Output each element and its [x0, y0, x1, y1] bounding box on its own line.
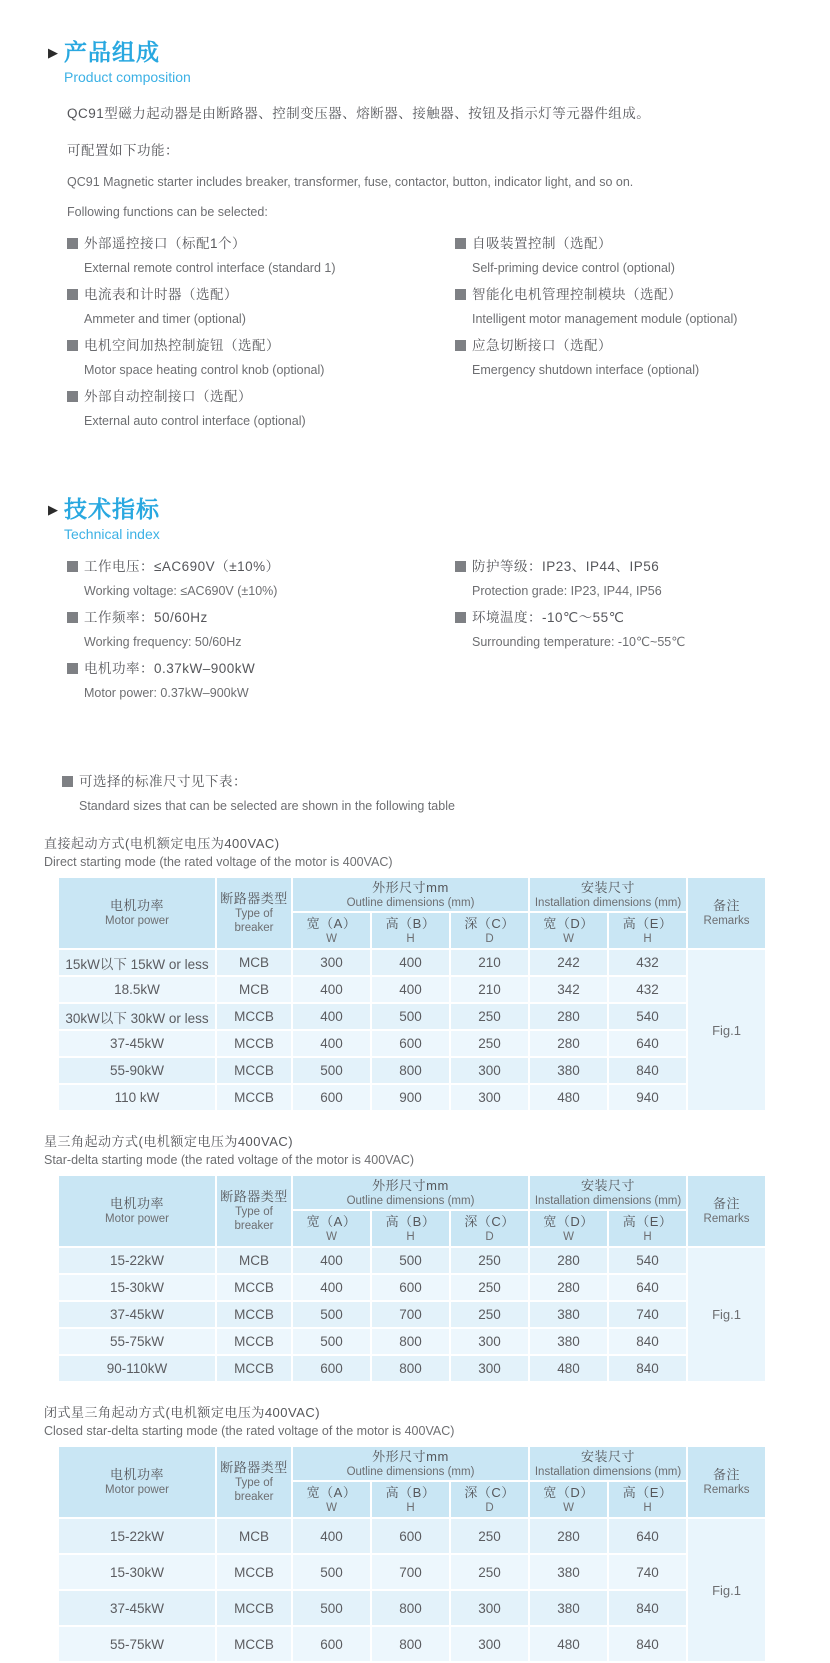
feature-item: [67, 235, 455, 276]
breaker-type-cell: MCB: [216, 976, 292, 1003]
header-outline-dimensions-en: Outline dimensions (mm): [346, 1465, 475, 1478]
header-breaker-type: [216, 1446, 292, 1518]
spec-label-cn: 防护等级：IP23、IP44、IP56: [472, 559, 660, 574]
section-title-en: Product composition: [64, 69, 191, 85]
width-a-cell: 600: [292, 1084, 371, 1111]
depth-c-cell: 300: [450, 1084, 529, 1111]
table-caption-cn: 星三角起动方式(电机额定电压为400VAC): [44, 1134, 294, 1149]
feature-item: [67, 388, 455, 429]
height-e-cell: 840: [608, 1355, 687, 1382]
square-bullet-icon: [455, 289, 466, 300]
height-e-cell: 540: [608, 1003, 687, 1030]
spec-item: [67, 558, 455, 599]
tables-area: [44, 835, 790, 1663]
breaker-type-cell: MCCB: [216, 1590, 292, 1626]
width-d-cell: 280: [529, 1003, 608, 1030]
header-dim-2-cn: 深（C）: [464, 1484, 515, 1500]
header-dim-4-cn: 高（E）: [622, 915, 673, 931]
depth-c-cell: 300: [450, 1355, 529, 1382]
feature-item: [455, 337, 785, 378]
header-motor-power-cn: 电机功率: [109, 898, 164, 913]
motor-power-cell: 15kW以下 15kW or less: [58, 949, 216, 976]
feature-list: [67, 235, 790, 439]
square-bullet-icon: [67, 289, 78, 300]
height-b-cell: 700: [371, 1554, 450, 1590]
composition-paragraph-cn2: 可配置如下功能：: [67, 143, 179, 158]
section-technical-index: [48, 495, 790, 711]
spec-label-cn: 电机功率：0.37kW–900kW: [84, 661, 256, 676]
depth-c-cell: 300: [450, 1328, 529, 1355]
header-breaker-type-cn: 断路器类型: [220, 891, 288, 906]
height-e-cell: 740: [608, 1554, 687, 1590]
square-bullet-icon: [455, 612, 466, 623]
header-motor-power-en: Motor power: [105, 915, 169, 927]
height-e-cell: 432: [608, 949, 687, 976]
table-row: [58, 1328, 766, 1355]
header-remarks-en: Remarks: [703, 915, 750, 927]
breaker-type-cell: MCCB: [216, 1626, 292, 1662]
header-installation-dimensions-cn: 安装尺寸: [581, 1177, 636, 1193]
height-e-cell: 840: [608, 1328, 687, 1355]
header-dim-2: [450, 1210, 529, 1247]
header-motor-power-en: Motor power: [105, 1213, 169, 1225]
motor-power-cell: 55-75kW: [58, 1328, 216, 1355]
header-dim-1-en: H: [406, 1501, 415, 1514]
height-b-cell: 800: [371, 1590, 450, 1626]
feature-label-en: Motor space heating control knob (optional): [84, 363, 325, 377]
width-d-cell: 380: [529, 1554, 608, 1590]
motor-power-cell: 37-45kW: [58, 1301, 216, 1328]
header-dim-1-en: H: [406, 1230, 415, 1243]
header-breaker-type-en: Type of breaker: [234, 1477, 274, 1503]
motor-power-cell: 37-45kW: [58, 1590, 216, 1626]
header-outline-dimensions-cn: 外形尺寸mm: [372, 1448, 449, 1464]
width-a-cell: 600: [292, 1626, 371, 1662]
motor-power-cell: 37-45kW: [58, 1030, 216, 1057]
header-outline-dimensions-en: Outline dimensions (mm): [346, 896, 475, 909]
table-caption-en: Closed star-delta starting mode (the rated voltage of the motor is 400VAC): [44, 1424, 455, 1438]
header-dim-2-cn: 深（C）: [464, 1213, 515, 1229]
breaker-type-cell: MCCB: [216, 1301, 292, 1328]
header-dim-3: [529, 912, 608, 949]
feature-item: [67, 286, 455, 327]
header-outline-dimensions: [292, 1175, 529, 1210]
spec-label-cn: 工作频率：50/60Hz: [84, 610, 208, 625]
header-breaker-type: [216, 1175, 292, 1247]
height-b-cell: 600: [371, 1274, 450, 1301]
header-outline-dimensions-cn: 外形尺寸mm: [372, 879, 449, 895]
composition-paragraph-en2: Following functions can be selected:: [67, 205, 268, 219]
depth-c-cell: 250: [450, 1247, 529, 1274]
height-b-cell: 500: [371, 1003, 450, 1030]
header-remarks: [687, 877, 766, 949]
square-bullet-icon: [67, 391, 78, 402]
section-title-en: Technical index: [64, 526, 160, 542]
header-dim-3-cn: 宽（D）: [543, 1484, 594, 1500]
feature-label-cn: 外部自动控制接口（选配）: [84, 389, 252, 404]
width-d-cell: 380: [529, 1057, 608, 1084]
table-caption-en: Direct starting mode (the rated voltage of the motor is 400VAC): [44, 855, 393, 869]
header-motor-power-cn: 电机功率: [109, 1467, 164, 1482]
header-remarks-cn: 备注: [713, 898, 741, 913]
breaker-type-cell: MCCB: [216, 1355, 292, 1382]
square-bullet-icon: [67, 663, 78, 674]
note-label-cn: 可选择的标准尺寸见下表：: [79, 774, 247, 789]
section-product-composition: [48, 38, 790, 439]
header-dim-2-cn: 深（C）: [464, 915, 515, 931]
height-b-cell: 800: [371, 1626, 450, 1662]
header-dim-4: [608, 912, 687, 949]
feature-label-cn: 电机空间加热控制旋钮（选配）: [84, 338, 280, 353]
breaker-type-cell: MCB: [216, 949, 292, 976]
feature-label-en: External remote control interface (standard 1): [84, 261, 336, 275]
header-dim-1-cn: 高（B）: [385, 1484, 436, 1500]
header-motor-power: [58, 1446, 216, 1518]
size-table-section: [44, 1404, 790, 1663]
header-dim-2-en: D: [485, 1501, 494, 1514]
breaker-type-cell: MCCB: [216, 1003, 292, 1030]
table-row: [58, 1301, 766, 1328]
header-breaker-type: [216, 877, 292, 949]
header-dim-3: [529, 1210, 608, 1247]
depth-c-cell: 250: [450, 1003, 529, 1030]
section-heading: [48, 38, 790, 85]
header-dim-4-en: H: [643, 932, 652, 945]
note-label-en: Standard sizes that can be selected are shown in the following table: [79, 799, 455, 813]
depth-c-cell: 210: [450, 976, 529, 1003]
header-installation-dimensions-cn: 安装尺寸: [581, 1448, 636, 1464]
breaker-type-cell: MCCB: [216, 1274, 292, 1301]
spec-label-cn: 环境温度：-10℃～55℃: [472, 610, 625, 625]
table-caption-cn: 直接起动方式(电机额定电压为400VAC): [44, 836, 280, 851]
header-outline-dimensions-en: Outline dimensions (mm): [346, 1194, 475, 1207]
header-motor-power-en: Motor power: [105, 1484, 169, 1496]
spec-label-en: Motor power: 0.37kW–900kW: [84, 686, 249, 700]
section-arrow-icon: ▶: [48, 502, 58, 517]
header-dim-2: [450, 912, 529, 949]
header-dim-0-en: W: [326, 1501, 337, 1514]
width-a-cell: 500: [292, 1328, 371, 1355]
header-remarks: [687, 1446, 766, 1518]
height-b-cell: 500: [371, 1247, 450, 1274]
depth-c-cell: 250: [450, 1301, 529, 1328]
header-dim-1: [371, 1481, 450, 1518]
width-a-cell: 300: [292, 949, 371, 976]
header-installation-dimensions-cn: 安装尺寸: [581, 879, 636, 895]
breaker-type-cell: MCB: [216, 1247, 292, 1274]
height-e-cell: 640: [608, 1518, 687, 1554]
breaker-type-cell: MCCB: [216, 1057, 292, 1084]
size-table: [57, 1445, 767, 1663]
width-d-cell: 480: [529, 1084, 608, 1111]
remarks-cell: Fig.1: [687, 1518, 766, 1662]
header-dim-0-cn: 宽（A）: [306, 915, 357, 931]
width-d-cell: 280: [529, 1274, 608, 1301]
header-remarks: [687, 1175, 766, 1247]
spec-list: [67, 558, 790, 711]
width-d-cell: 342: [529, 976, 608, 1003]
breaker-type-cell: MCCB: [216, 1030, 292, 1057]
table-row: [58, 976, 766, 1003]
header-installation-dimensions: [529, 877, 687, 912]
depth-c-cell: 250: [450, 1518, 529, 1554]
feature-item: [455, 235, 785, 276]
header-dim-3-en: W: [563, 932, 574, 945]
table-row: [58, 1084, 766, 1111]
height-e-cell: 940: [608, 1084, 687, 1111]
table-row: [58, 1626, 766, 1662]
motor-power-cell: 18.5kW: [58, 976, 216, 1003]
width-d-cell: 480: [529, 1626, 608, 1662]
breaker-type-cell: MCCB: [216, 1554, 292, 1590]
width-a-cell: 400: [292, 1518, 371, 1554]
feature-item: [455, 286, 785, 327]
header-remarks-cn: 备注: [713, 1467, 741, 1482]
header-dim-0-cn: 宽（A）: [306, 1213, 357, 1229]
header-dim-3-en: W: [563, 1501, 574, 1514]
header-dim-0: [292, 1481, 371, 1518]
header-outline-dimensions: [292, 877, 529, 912]
width-a-cell: 400: [292, 1003, 371, 1030]
width-d-cell: 380: [529, 1301, 608, 1328]
motor-power-cell: 55-75kW: [58, 1626, 216, 1662]
width-a-cell: 500: [292, 1301, 371, 1328]
breaker-type-cell: MCCB: [216, 1084, 292, 1111]
header-breaker-type-cn: 断路器类型: [220, 1460, 288, 1475]
height-b-cell: 800: [371, 1328, 450, 1355]
section-title-cn: 技术指标: [64, 496, 160, 522]
table-row: [58, 1247, 766, 1274]
motor-power-cell: 15-30kW: [58, 1274, 216, 1301]
header-dim-4-cn: 高（E）: [622, 1213, 673, 1229]
height-b-cell: 600: [371, 1518, 450, 1554]
table-caption-en: Star-delta starting mode (the rated voltage of the motor is 400VAC): [44, 1153, 415, 1167]
square-bullet-icon: [455, 238, 466, 249]
spec-label-en: Protection grade: IP23, IP44, IP56: [472, 584, 662, 598]
motor-power-cell: 15-22kW: [58, 1518, 216, 1554]
header-dim-1: [371, 912, 450, 949]
spec-item: [455, 558, 785, 599]
header-breaker-type-cn: 断路器类型: [220, 1189, 288, 1204]
spec-item: [67, 609, 455, 650]
header-dim-0-en: W: [326, 1230, 337, 1243]
table-row: [58, 949, 766, 976]
width-a-cell: 400: [292, 1030, 371, 1057]
width-d-cell: 380: [529, 1590, 608, 1626]
feature-label-cn: 电流表和计时器（选配）: [84, 287, 238, 302]
header-dim-0-en: W: [326, 932, 337, 945]
height-e-cell: 432: [608, 976, 687, 1003]
height-b-cell: 600: [371, 1030, 450, 1057]
header-installation-dimensions-en: Installation dimensions (mm): [534, 896, 682, 909]
feature-label-cn: 应急切断接口（选配）: [472, 338, 612, 353]
header-dim-3-cn: 宽（D）: [543, 1213, 594, 1229]
header-installation-dimensions: [529, 1175, 687, 1210]
depth-c-cell: 250: [450, 1274, 529, 1301]
square-bullet-icon: [67, 238, 78, 249]
standard-sizes-note: [62, 773, 790, 814]
header-installation-dimensions: [529, 1446, 687, 1481]
width-a-cell: 500: [292, 1554, 371, 1590]
motor-power-cell: 55-90kW: [58, 1057, 216, 1084]
table-row: [58, 1057, 766, 1084]
height-e-cell: 740: [608, 1301, 687, 1328]
header-installation-dimensions-en: Installation dimensions (mm): [534, 1194, 682, 1207]
width-d-cell: 280: [529, 1247, 608, 1274]
height-b-cell: 400: [371, 976, 450, 1003]
header-dim-4-en: H: [643, 1230, 652, 1243]
table-caption-cn: 闭式星三角起动方式(电机额定电压为400VAC): [44, 1405, 321, 1420]
width-d-cell: 242: [529, 949, 608, 976]
width-a-cell: 400: [292, 976, 371, 1003]
spec-item: [67, 660, 455, 701]
header-dim-1-en: H: [406, 932, 415, 945]
composition-paragraph-cn: QC91型磁力起动器是由断路器、控制变压器、熔断器、接触器、按钮及指示灯等元器件组成。: [67, 106, 651, 121]
depth-c-cell: 250: [450, 1030, 529, 1057]
square-bullet-icon: [67, 340, 78, 351]
width-a-cell: 400: [292, 1247, 371, 1274]
table-row: [58, 1355, 766, 1382]
header-dim-2: [450, 1481, 529, 1518]
section-heading: [48, 495, 790, 542]
feature-label-en: External auto control interface (optional): [84, 414, 306, 428]
header-remarks-en: Remarks: [703, 1484, 750, 1496]
header-dim-0: [292, 912, 371, 949]
header-remarks-en: Remarks: [703, 1213, 750, 1225]
square-bullet-icon: [67, 612, 78, 623]
depth-c-cell: 300: [450, 1057, 529, 1084]
remarks-cell: Fig.1: [687, 1247, 766, 1382]
width-d-cell: 380: [529, 1328, 608, 1355]
motor-power-cell: 15-22kW: [58, 1247, 216, 1274]
height-e-cell: 640: [608, 1030, 687, 1057]
spec-label-en: Working voltage: ≤AC690V (±10%): [84, 584, 278, 598]
composition-paragraph-en: QC91 Magnetic starter includes breaker, transformer, fuse, contactor, button, indicator light, and so on.: [67, 175, 634, 189]
depth-c-cell: 300: [450, 1590, 529, 1626]
size-table-section: [44, 1133, 790, 1383]
header-dim-1-cn: 高（B）: [385, 1213, 436, 1229]
width-a-cell: 600: [292, 1355, 371, 1382]
width-a-cell: 500: [292, 1057, 371, 1084]
breaker-type-cell: MCB: [216, 1518, 292, 1554]
motor-power-cell: 15-30kW: [58, 1554, 216, 1590]
motor-power-cell: 30kW以下 30kW or less: [58, 1003, 216, 1030]
feature-label-cn: 智能化电机管理控制模块（选配）: [472, 287, 682, 302]
remarks-cell: Fig.1: [687, 949, 766, 1111]
feature-label-en: Ammeter and timer (optional): [84, 312, 246, 326]
header-remarks-cn: 备注: [713, 1196, 741, 1211]
feature-item: [67, 337, 455, 378]
height-e-cell: 840: [608, 1626, 687, 1662]
size-table-section: [44, 835, 790, 1112]
header-dim-3-cn: 宽（D）: [543, 915, 594, 931]
header-dim-4-cn: 高（E）: [622, 1484, 673, 1500]
height-b-cell: 400: [371, 949, 450, 976]
height-b-cell: 900: [371, 1084, 450, 1111]
header-dim-4: [608, 1481, 687, 1518]
motor-power-cell: 110 kW: [58, 1084, 216, 1111]
spec-item: [455, 609, 785, 650]
header-dim-0-cn: 宽（A）: [306, 1484, 357, 1500]
depth-c-cell: 300: [450, 1626, 529, 1662]
header-dim-2-en: D: [485, 932, 494, 945]
width-d-cell: 280: [529, 1518, 608, 1554]
square-bullet-icon: [455, 340, 466, 351]
table-row: [58, 1518, 766, 1554]
feature-label-en: Self-priming device control (optional): [472, 261, 675, 275]
header-breaker-type-en: Type of breaker: [234, 1206, 274, 1232]
feature-label-cn: 自吸装置控制（选配）: [472, 236, 612, 251]
width-d-cell: 280: [529, 1030, 608, 1057]
header-outline-dimensions: [292, 1446, 529, 1481]
depth-c-cell: 210: [450, 949, 529, 976]
motor-power-cell: 90-110kW: [58, 1355, 216, 1382]
height-b-cell: 700: [371, 1301, 450, 1328]
height-e-cell: 640: [608, 1274, 687, 1301]
table-row: [58, 1554, 766, 1590]
square-bullet-icon: [67, 561, 78, 572]
header-dim-4: [608, 1210, 687, 1247]
table-row: [58, 1590, 766, 1626]
table-row: [58, 1030, 766, 1057]
height-b-cell: 800: [371, 1355, 450, 1382]
spec-label-cn: 工作电压：≤AC690V（±10%）: [84, 559, 280, 574]
size-table: [57, 876, 767, 1112]
spec-label-en: Working frequency: 50/60Hz: [84, 635, 242, 649]
header-dim-3-en: W: [563, 1230, 574, 1243]
size-table: [57, 1174, 767, 1383]
header-dim-1-cn: 高（B）: [385, 915, 436, 931]
header-dim-2-en: D: [485, 1230, 494, 1243]
feature-label-en: Emergency shutdown interface (optional): [472, 363, 700, 377]
section-title-cn: 产品组成: [64, 39, 160, 65]
width-a-cell: 400: [292, 1274, 371, 1301]
header-motor-power: [58, 1175, 216, 1247]
header-dim-1: [371, 1210, 450, 1247]
height-e-cell: 840: [608, 1590, 687, 1626]
square-bullet-icon: [62, 776, 73, 787]
header-breaker-type-en: Type of breaker: [234, 908, 274, 934]
breaker-type-cell: MCCB: [216, 1328, 292, 1355]
table-row: [58, 1274, 766, 1301]
square-bullet-icon: [455, 561, 466, 572]
height-b-cell: 800: [371, 1057, 450, 1084]
section-arrow-icon: ▶: [48, 45, 58, 60]
spec-label-en: Surrounding temperature: -10℃~55℃: [472, 635, 686, 649]
height-e-cell: 840: [608, 1057, 687, 1084]
feature-label-cn: 外部遥控接口（标配1个）: [84, 236, 247, 251]
depth-c-cell: 250: [450, 1554, 529, 1590]
header-motor-power: [58, 877, 216, 949]
width-d-cell: 480: [529, 1355, 608, 1382]
height-e-cell: 540: [608, 1247, 687, 1274]
header-outline-dimensions-cn: 外形尺寸mm: [372, 1177, 449, 1193]
table-row: [58, 1003, 766, 1030]
header-motor-power-cn: 电机功率: [109, 1196, 164, 1211]
header-dim-0: [292, 1210, 371, 1247]
header-installation-dimensions-en: Installation dimensions (mm): [534, 1465, 682, 1478]
feature-label-en: Intelligent motor management module (optional): [472, 312, 738, 326]
width-a-cell: 500: [292, 1590, 371, 1626]
header-dim-4-en: H: [643, 1501, 652, 1514]
header-dim-3: [529, 1481, 608, 1518]
